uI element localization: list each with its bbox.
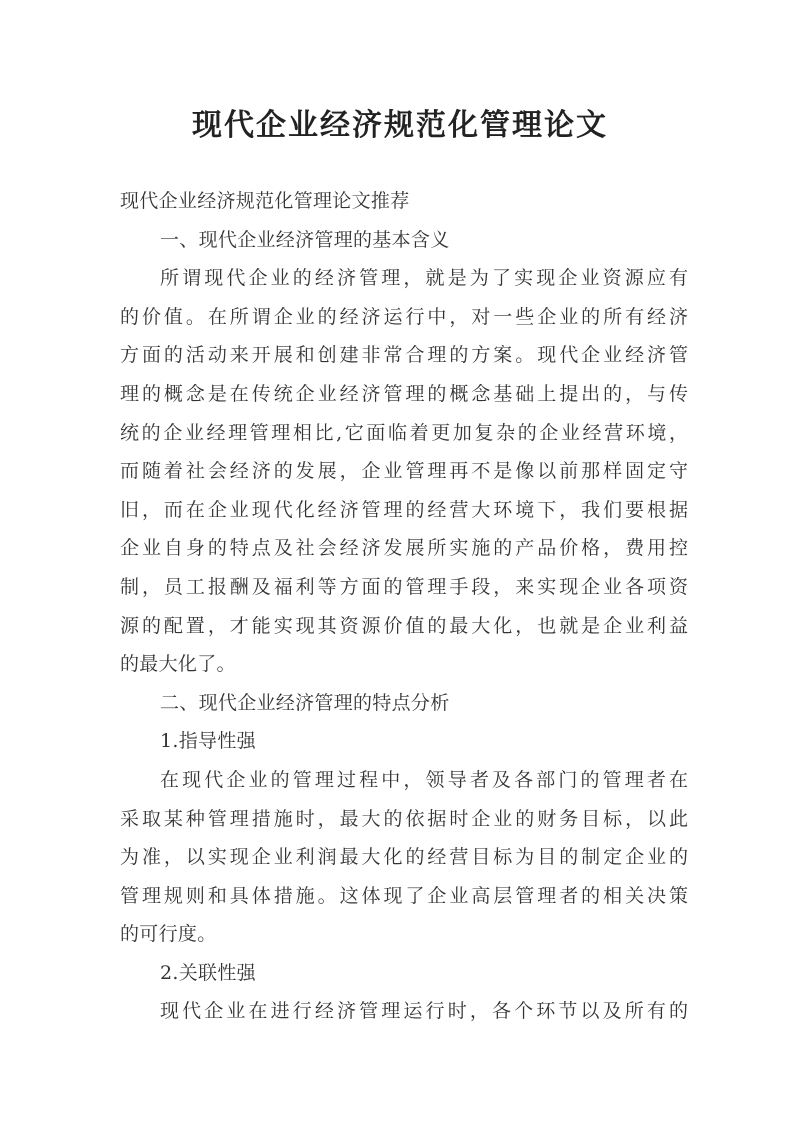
paragraph-line: 旧，而在企业现代化经济管理的经营大环境下，我们要根据	[120, 498, 688, 521]
paragraph-line: 的最大化了。	[120, 653, 236, 676]
paragraph-line: 统的企业经理管理相比,它面临着更加复杂的企业经营环境，	[120, 421, 688, 444]
paragraph	[120, 684, 688, 723]
paragraph-line: 制，员工报酬及福利等方面的管理手段，来实现企业各项资	[120, 575, 688, 598]
paragraph-line: 企业自身的特点及社会经济发展所实施的产品价格，费用控	[120, 537, 688, 560]
paragraph-line: 所谓现代企业的经济管理，就是为了实现企业资源应有	[160, 267, 688, 290]
paragraph-line: 的价值。在所谓企业的经济运行中，对一些企业的所有经济	[120, 305, 688, 328]
paragraph-line: 1.指导性强	[160, 730, 256, 753]
paragraph	[120, 722, 688, 761]
paragraph-line: 管理规则和具体措施。这体现了企业高层管理者的相关决策	[120, 884, 688, 907]
paragraph-line: 为准，以实现企业利润最大化的经营目标为目的制定企业的	[120, 846, 688, 869]
paragraph	[120, 761, 688, 954]
paragraph-line: 采取某种管理措施时，最大的依据时企业的财务目标，以此	[120, 807, 688, 830]
paragraph-line: 现代企业在进行经济管理运行时，各个环节以及所有的	[160, 1000, 688, 1023]
paragraph-line: 二、现代企业经济管理的特点分析	[160, 691, 450, 714]
paragraph	[120, 954, 688, 993]
paragraph-line: 方面的活动来开展和创建非常合理的方案。现代企业经济管	[120, 344, 688, 367]
paragraph	[120, 182, 688, 221]
paragraph-line: 一、现代企业经济管理的基本含义	[160, 228, 450, 251]
paragraph-line: 现代企业经济规范化管理论文推荐	[120, 190, 410, 212]
paragraph-line: 在现代企业的管理过程中，领导者及各部门的管理者在	[160, 768, 688, 791]
document-title: 现代企业经济规范化管理论文	[192, 108, 608, 143]
paragraph-line: 而随着社会经济的发展，企业管理再不是像以前那样固定守	[120, 460, 688, 483]
paragraph	[120, 992, 688, 1031]
paragraph	[120, 221, 688, 260]
paragraph	[120, 259, 688, 684]
paragraph-line: 2.关联性强	[160, 961, 256, 984]
paragraph-line: 的可行度。	[120, 923, 217, 946]
document-body	[120, 182, 688, 1031]
paragraph-line: 理的概念是在传统企业经济管理的概念基础上提出的，与传	[120, 382, 688, 405]
paragraph-line: 源的配置，才能实现其资源价值的最大化，也就是企业利益	[120, 614, 688, 637]
